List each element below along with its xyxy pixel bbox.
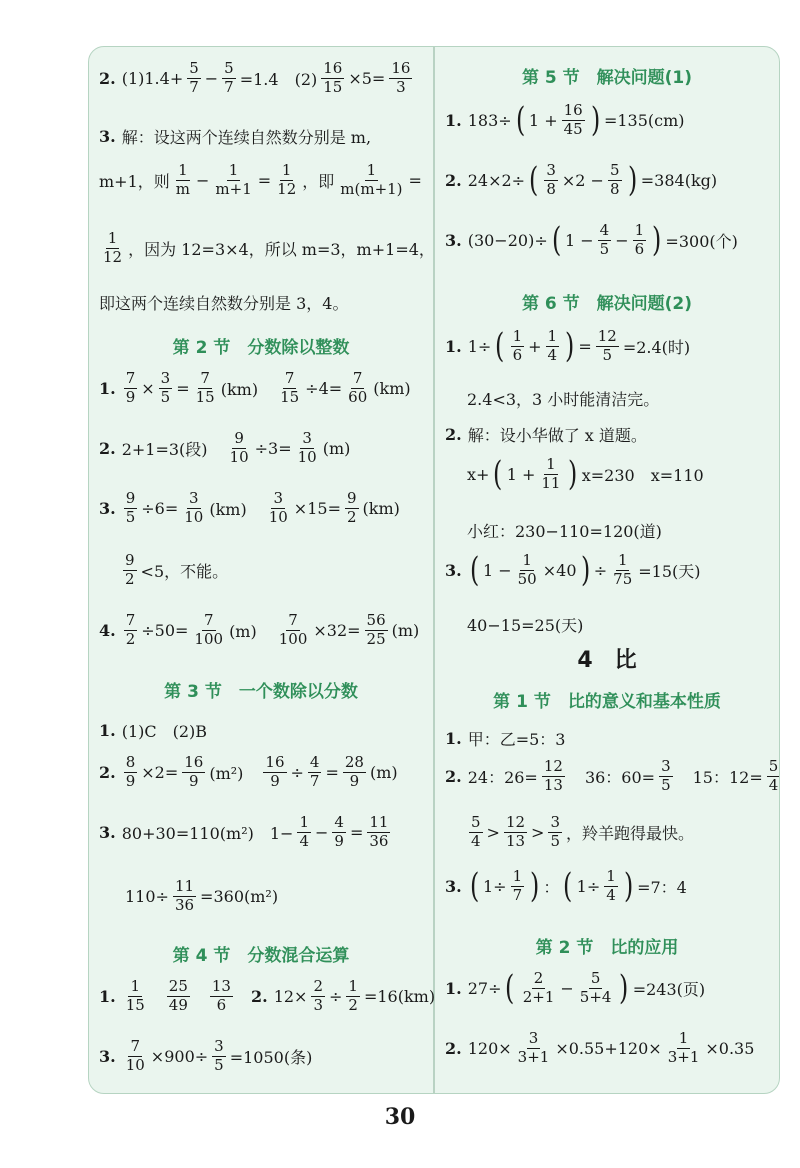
answer-line: 2. 2+1=3(段) $\frac{9}{10}$ ÷3= $\frac{3}{10}$ (m) bbox=[99, 429, 351, 466]
answer-line: 1. 甲：乙=5：3 bbox=[445, 729, 566, 749]
answer-line: 2. 24：26= $\frac{12}{13}$ 36：60= $\frac{3}{5}$ 15：12= $\frac{5}{4}$ bbox=[445, 757, 779, 794]
fraction: $\frac{16}{15}$ bbox=[323, 59, 343, 96]
answer-panel bbox=[88, 46, 780, 1094]
section-heading: 第 5 节 解决问题(1) bbox=[521, 68, 693, 88]
answer-line: 4. $\frac{7}{2}$ ÷50= $\frac{7}{100}$ (m) $\frac{7}{100}$ ×32= $\frac{56}{25}$ (m) bbox=[99, 611, 420, 648]
answer-line: 小红：230−110=120(道) bbox=[467, 522, 662, 541]
left-column bbox=[89, 47, 435, 1093]
answer-line: 2. 解：设小华做了 x 道题。 bbox=[445, 425, 647, 445]
answer-line: 3. (30−20)÷ ( 1 − $\frac{4}{5}$ − $\frac{1}{6}$ ) =300(个) bbox=[445, 220, 738, 261]
answer-line: 1. (1)C (2)B bbox=[99, 721, 208, 741]
answer-line: 2. (1)1.4+ $\frac{5}{7}$ − $\frac{5}{7}$ =1.4 (2) $\frac{16}{15}$ ×5= $\frac{16}{3}$ bbox=[99, 59, 411, 96]
answer-line: $\frac{5}{4}$ > $\frac{12}{13}$ > $\frac{3}{5}$ ，羚羊跑得最快。 bbox=[471, 813, 695, 850]
section-heading: 第 2 节 比的应用 bbox=[535, 938, 679, 958]
answer-line: 110÷ $\frac{11}{36}$ =360(m²) bbox=[125, 877, 279, 914]
answer-line: 1. $\frac{7}{9}$ × $\frac{3}{5}$ = $\frac{7}{15}$ (km) $\frac{7}{15}$ ÷4= $\frac{7}{60}$ (km) bbox=[99, 369, 411, 406]
answer-line: 3. $\frac{9}{5}$ ÷6= $\frac{3}{10}$ (km) $\frac{3}{10}$ ×15= $\frac{9}{2}$ (km) bbox=[99, 489, 400, 526]
answer-line: 3. ( 1 − $\frac{1}{50}$ ×40 ) ÷ $\frac{1}{75}$ =15(天) bbox=[445, 550, 701, 591]
answer-line: 2. 24×2÷ ( $\frac{3}{8}$ ×2 − $\frac{5}{8}$ ) =384(kg) bbox=[445, 160, 718, 201]
answer-line: 1. $\frac{1}{15}$ $\frac{25}{49}$ $\frac{13}{6}$ 2. 12× $\frac{2}{3}$ ÷ $\frac{1}{2}$ =16(km) bbox=[99, 977, 436, 1014]
answer-line: m+1，则 $\frac{1}{m}$ − $\frac{1}{m+1}$ = $\frac{1}{12}$ ，即 $\frac{1}{m(m+1)}$ = bbox=[99, 161, 422, 198]
fraction: $\frac{16}{3}$ bbox=[391, 59, 411, 96]
answer-line: $\frac{9}{2}$ <5，不能。 bbox=[125, 551, 229, 588]
section-heading: 第 4 节 分数混合运算 bbox=[172, 946, 350, 966]
answer-line: x+ ( 1 + $\frac{1}{11}$ ) x=230 x=110 bbox=[467, 454, 704, 495]
section-heading: 第 6 节 解决问题(2) bbox=[521, 294, 693, 314]
fraction: $\frac{5}{7}$ bbox=[189, 59, 199, 96]
section-heading: 第 2 节 分数除以整数 bbox=[172, 338, 350, 358]
answer-line: 2. 120× $\frac{3}{3+1}$ ×0.55+120× $\frac{1}{3+1}$ ×0.35 bbox=[445, 1029, 755, 1066]
answer-line: 3. 解：设这两个连续自然数分别是 m, bbox=[99, 127, 372, 147]
answer-line: 2.4<3，3 小时能清洁完。 bbox=[467, 390, 660, 409]
chapter-title: 4 比 bbox=[577, 648, 637, 673]
section-heading: 第 3 节 一个数除以分数 bbox=[164, 682, 358, 702]
answer-line: 即这两个连续自然数分别是 3，4。 bbox=[99, 294, 349, 313]
answer-line: 1. 183÷ ( 1 + $\frac{16}{45}$ ) =135(cm) bbox=[445, 100, 685, 141]
answer-line: 3. $\frac{7}{10}$ ×900÷ $\frac{3}{5}$ =1050(条) bbox=[99, 1037, 313, 1074]
answer-line: 3. ( 1÷ $\frac{1}{7}$ ) ： ( 1÷ $\frac{1}{4}$ ) =7：4 bbox=[445, 866, 687, 907]
page-number: 30 bbox=[384, 1104, 416, 1130]
right-column bbox=[435, 47, 779, 1093]
answer-line: 2. $\frac{8}{9}$ ×2= $\frac{16}{9}$ (m²) $\frac{16}{9}$ ÷ $\frac{4}{7}$ = $\frac{28}{9}$ (m) bbox=[99, 753, 398, 790]
answer-line: $\frac{1}{12}$ ，因为 12=3×4，所以 m=3，m+1=4， bbox=[103, 229, 435, 266]
section-heading: 第 1 节 比的意义和基本性质 bbox=[493, 692, 721, 712]
answer-line: 1. 27÷ ( $\frac{2}{2+1}$ − $\frac{5}{5+4}$ ) =243(页) bbox=[445, 968, 706, 1009]
answer-line: 1. 1÷ ( $\frac{1}{6}$ + $\frac{1}{4}$ ) = $\frac{12}{5}$ =2.4(时) bbox=[445, 326, 691, 367]
fraction: $\frac{5}{7}$ bbox=[224, 59, 234, 96]
answer-line: 40−15=25(天) bbox=[467, 616, 584, 635]
answer-line: 3. 80+30=110(m²) 1− $\frac{1}{4}$ − $\frac{4}{9}$ = $\frac{11}{36}$ bbox=[99, 813, 389, 850]
